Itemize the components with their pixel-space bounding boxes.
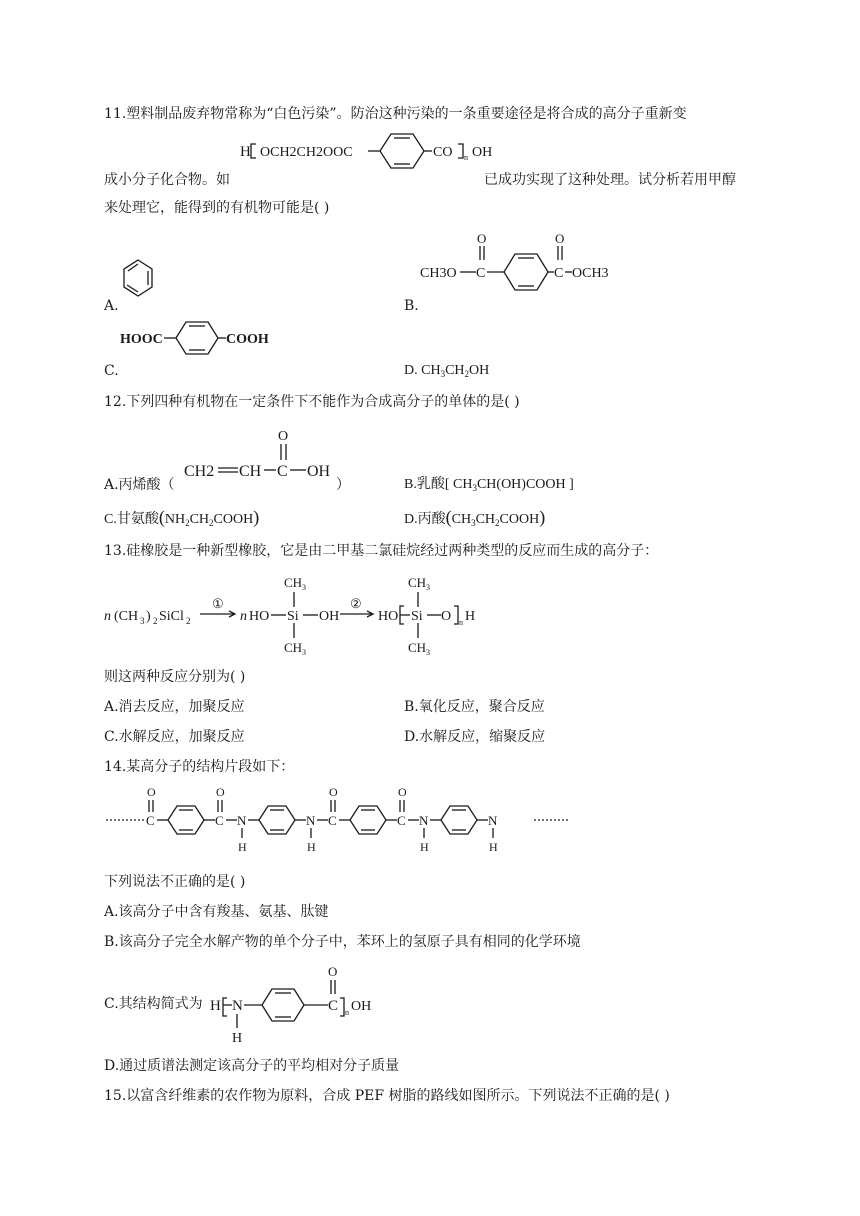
q11-optD: D. $CH_3CH_2OH$ [404,363,490,379]
q11-optC-right: COOH [226,332,269,347]
fragment-carbon: C [146,813,155,828]
fragment-oxygen: O [216,785,225,799]
fragment-oxygen: O [398,785,407,799]
fragment-hydrogen: H [307,840,316,854]
svg-text:C: C [476,266,486,281]
q11-polymer-n: n [464,153,468,162]
fragment-hydrogen: H [238,840,247,854]
svg-text:HO: HO [249,609,270,624]
svg-text:2: 2 [153,616,158,626]
q12-optA-o: O [278,429,289,444]
q13-step1: ① [212,596,224,611]
q11-optB-o1: O [477,231,487,246]
q11-line3: 来处理它，能得到的有机物可能是( ) [104,200,330,216]
q14-optD: D.通过质谱法测定该高分子的平均相对分子质量 [104,1058,400,1074]
q11-optA-benzene [118,258,158,304]
q14-polymer-fragment [104,784,574,856]
fragment-oxygen: O [329,785,338,799]
q11-polymer-structure [240,126,500,186]
q14-question: 下列说法不正确的是( ) [104,874,246,890]
q14-optC-structure [210,960,390,1046]
q13-step2: ② [350,596,362,611]
q11-polymer-oh: OH [472,145,493,160]
q13-prod-o: O [441,609,452,624]
fragment-nitrogen: N [237,813,247,828]
q12-optA-ch2: CH2 [184,463,215,480]
q11-line2-left: 成小分子化合物。如 [104,172,230,188]
svg-text:CH: CH [284,640,303,655]
svg-text:SiCl: SiCl [159,609,184,624]
svg-text:n: n [240,609,247,624]
fragment-oxygen: O [147,785,156,799]
q13-reaction-scheme [104,570,504,660]
q11-optB-structure [420,228,630,308]
q14-optC-nh: H [232,1031,243,1046]
fragment-carbon: C [328,813,337,828]
svg-text:(CH: (CH [114,609,139,624]
q11-polymer-co: CO [433,145,453,160]
q13-stem: 13.硅橡胶是一种新型橡胶，它是由二甲基二氯硅烷经过两种类型的反应而生成的高分子： [104,543,659,559]
q11-line1: 11.塑料制品废弃物常称为“白色污染”。防治这种污染的一条重要途径是将合成的高分子重新变 [104,106,687,122]
q11-optB-o2: O [555,231,565,246]
q13-optC: C.水解反应，加聚反应 [104,729,245,745]
q13-mid-si: Si [287,609,299,624]
fragment-hydrogen: H [420,840,429,854]
fragment-nitrogen: N [419,813,429,828]
q13-prod-ho: HO [378,609,399,624]
q14-optC-h: H [210,998,221,1014]
q12-optA-acrylic-acid [184,424,344,488]
q14-optC-nsub: n [345,1008,349,1017]
q11-polymer-h: H [240,144,251,160]
q14-optC-oh: OH [351,999,372,1014]
fragment-carbon: C [215,813,224,828]
q13-prod-si: Si [411,609,423,624]
q12-optD: D.丙酸$(CH_3CH_2COOH)$ [404,507,546,528]
q12-optB: B.乳酸[ $CH_3CH(OH)COOH$ ] [404,477,574,493]
q11-optB: B. [404,298,419,314]
q11-optB-left: CH3O [420,266,457,281]
q14-optC: C.其结构简式为 [104,996,203,1012]
q12-stem: 12.下列四种有机物在一定条件下不能作为合成高分子的单体的是( ) [104,394,520,410]
q12-optA-c: C [277,463,288,480]
q12-optA-oh: OH [307,463,331,480]
q11-optC: C. [104,363,119,379]
fragment-hydrogen: H [489,840,498,854]
q11-optA: A. [104,298,119,314]
q14-optC-n: N [232,998,243,1014]
fragment-nitrogen: N [306,813,316,828]
q13-optD: D.水解反应，缩聚反应 [404,729,546,745]
q11-optC-structure [120,316,280,366]
q12-optA: A.丙烯酸（ [104,477,175,493]
svg-text:3: 3 [426,583,430,592]
svg-text:C: C [554,266,564,281]
q13-question: 则这两种反应分别为( ) [104,669,246,685]
svg-text:CH: CH [284,575,303,590]
q15-stem: 15.以富含纤维素的农作物为原料，合成 PEF 树脂的路线如图所示。下列说法不正确的是( ) [104,1088,670,1104]
q12-optC: C.甘氨酸$(NH_2CH_2COOH)$ [104,507,260,528]
svg-text:CH: CH [408,640,427,655]
svg-text:): ) [146,609,151,624]
q14-stem: 14.某高分子的结构片段如下： [104,759,295,775]
q13-optB: B.氧化反应，聚合反应 [404,699,545,715]
q13-optA: A.消去反应，加聚反应 [104,699,245,715]
q13-prod-n: n [459,618,463,627]
q11-optC-left: HOOC [120,332,163,347]
q12-optA-close: ） [336,477,350,493]
q13-mid-oh: OH [319,609,340,624]
q11-line2-right: 已成功实现了这种处理。试分析若用甲醇 [484,172,736,188]
q13-prod-h: H [465,609,476,624]
svg-text:3: 3 [302,583,306,592]
svg-text:3: 3 [140,616,145,626]
svg-text:3: 3 [302,648,306,657]
q14-optB: B.该高分子完全水解产物的单个分子中，苯环上的氢原子具有相同的化学环境 [104,934,581,950]
svg-text:3: 3 [426,648,430,657]
q11-optB-right: OCH3 [572,266,609,281]
fragment-carbon: C [397,813,406,828]
q11-polymer-chain: OCH2CH2OOC [260,145,353,160]
fragment-nitrogen: N [488,813,498,828]
q14-optA: A.该高分子中含有羧基、氨基、肽键 [104,904,329,920]
q14-optC-c: C [328,998,339,1014]
svg-text:2: 2 [186,616,191,626]
svg-text:CH: CH [408,575,427,590]
svg-text:n: n [104,609,111,624]
q12-optA-ch: CH [239,463,262,480]
svg-text:O: O [328,964,338,979]
